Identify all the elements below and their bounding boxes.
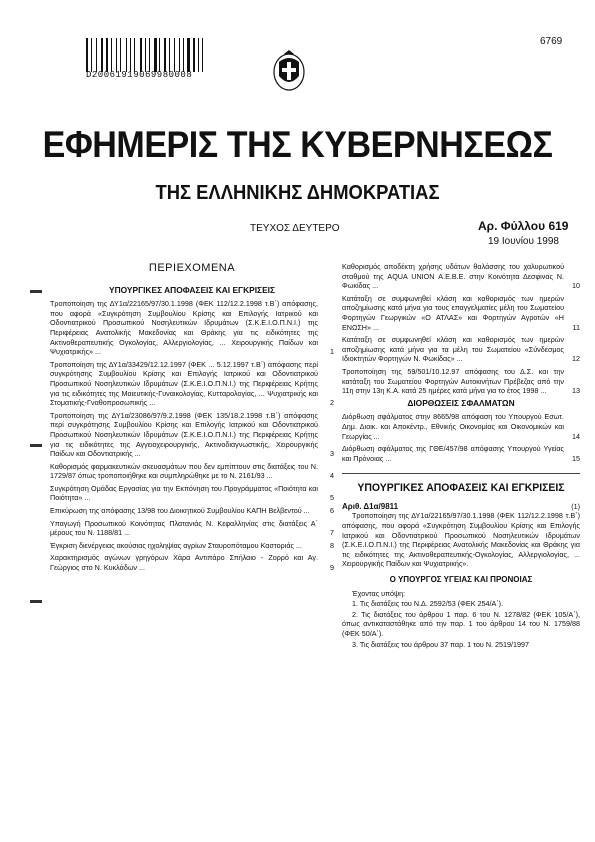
entry-page: 7 [330,528,334,538]
contents-section-heading: ΥΠΟΥΡΓΙΚΕΣ ΑΠΟΦΑΣΕΙΣ ΚΑΙ ΕΓΚΡΙΣΕΙΣ [108,284,276,295]
entry-page: 6 [330,506,334,516]
coat-of-arms-icon [271,48,307,92]
entry-page: 10 [572,281,580,291]
entry-text: Έγκριση διενέργειας ακούσιας ηχοληψίας αγρίων Σταυροπόταμου Καστοριάς ... [50,540,302,550]
contents-entry [50,299,334,357]
entry-text: Διόρθωση σφάλματος της ΓΘΕ/457/98 απόφασης Υπουργού Υγείας και Πρόνοιας ... [342,444,564,463]
margin-mark [30,600,42,603]
contents-entry [342,294,580,332]
contents-entry [342,262,580,291]
correction-entry [342,412,580,441]
contents-entry [50,541,334,551]
issue-label: ΤΕΥΧΟΣ ΔΕΥΤΕΡΟ [250,223,340,234]
consideration-paragraph: 2. Τις διατάξεις του άρθρου 1 παρ. 6 του Ν. 1278/82 (ΦΕΚ 105/Α΄), όπως αντικαταστάθηκε από την παρ. 1 του άρθρου 14 του Ν. 1759/88 (ΦΕΚ 50/Α΄). [342,609,580,638]
barcode-number: D20061919069980008 [86,70,193,80]
contents-heading: ΠΕΡΙΕΧΟΜΕΝΑ [148,262,236,274]
right-column [342,262,580,650]
contents-entry [50,360,334,408]
entry-text: Χαρακτηρισμός αγώνων γρηγόρων Χάρα Αντιπάρο Σπήλαιο - Ζορρό και Αγ. Γεώργιος στο Ν. Κυκλάδων ... [50,553,318,573]
considerations-label: Έχοντας υπόψη: [352,588,406,598]
body-section-heading: ΥΠΟΥΡΓΙΚΕΣ ΑΠΟΦΑΣΕΙΣ ΚΑΙ ΕΓΚΡΙΣΕΙΣ [357,482,565,495]
contents-list [50,299,334,572]
barcode [86,36,206,72]
entry-page: 1 [330,347,334,357]
gazette-subtitle: ΤΗΣ ΕΛΛΗΝΙΚΗΣ ΔΗΜΟΚΡΑΤΙΑΣ [155,182,440,204]
entry-text: Καθορισμός φαρμακευτικών σκευασμάτων που δεν εμπίπτουν στις διατάξεις του Ν. 1729/87 όπως τροποποιήθηκε και συμπληρώθηκε με το Ν. 2161/93 ... [50,461,318,481]
entry-text: Διόρθωση σφάλματος στην 8665/98 απόφαση του Υπουργού Εσωτ. Δημ. Διοικ. και Αποκέντρ., Εθνικής Οικονομίας και Οικονομικών και Γεωργίας ... [342,412,564,441]
entry-page: 2 [330,398,334,408]
contents-entry [342,335,580,364]
entry-text: Κατάταξη σε συμφωνηθεί κλάση και καθορισμός των ημερών αποζημίωσης κατά μήνα για τα μέλη του Σωματείου «Σύνδεσμος Ιδιοκτητών Φορτηγών Ν. Φωκίδας» ... [342,335,564,364]
entry-text: Τροποποίηση της ΔΥ1α/23086/97/9.2.1998 (ΦΕΚ 135/18.2.1998 τ.Β΄) απόφασης περί συγκρότησης Συμβουλίου Κρίσης και Επιλογής Ιατρικού και Οδοντιατρικού Προσωπικού Νοσηλευτικών Ιδρυμάτων (Σ.Κ.Ε.Ι.Ο.Π.Ν.Ι.) της Περιφέρειας Κρήτης για τις ειδικότητες της Αγγειοχειρουργικής, Ακτινοδιαγνωστικής, Χειρουργικής Παίδων και Οδοντιατρικής ... [50,410,318,459]
entry-page: 4 [330,471,334,481]
considerations-list [342,599,580,649]
contents-entry [342,367,580,396]
entry-text: Τροποποίηση της ΔΥ1α/22165/97/30.1.1998 (ΦΕΚ 112/12.2.1998 τ.Β΄) απόφασης, που αφορά «Συγκρότηση Συμβουλίου Κρίσης και Επιλογής Ιατρικού και Οδοντιατρικού Προσωπικού Νοσηλευτικών Ιδρυμάτων (Σ.Κ.Ε.Ι.Ο.Π.Ν.Ι.) της Περιφέρειας Ανατολικής Μακεδονίας και Θράκης για τις ειδικότητες της Ακτινοθεραπευτικής Ογκολογίας, Αλλεργιολογίας, ... Χειρουργικής Παίδων και Ψυχιατρικής» ... [50,299,318,357]
sheet-number: Αρ. Φύλλου 619 [478,219,569,233]
decision-title: Τροποποίηση της ΔΥ1α/22165/97/30.1.1998 (ΦΕΚ 112/12.2.1998 τ.Β΄) απόφασης, που αφορά «Συγκρότηση Συμβουλίου Κρίσης και Επιλογής Ιατρικού και Οδοντιατρικού Προσωπικού Νοσηλευτικών Ιδρυμάτων (Σ.Κ.Ε.Ι.Ο.Π.Ν.Ι.) της Περιφέρειας Ανατολικής Μακεδονίας και Θράκης για τις ειδικότητες της Ακτινοθεραπευτικής-Ογκολογίας, Αλλεργιολογίας, ... Χειρουργικής Παίδων και Ψυχιατρικής». [342,511,580,569]
contents-entry [50,411,334,459]
contents-entry [50,506,334,516]
contents-entry [50,484,334,503]
divider [342,473,580,474]
entry-text: Τροποποίηση της ΔΥ1α/33429/12.12.1997 (ΦΕΚ ... 5.12.1997 τ.Β΄) απόφασης περί συγκρότησης Συμβουλίου Κρίσης και Επιλογής Ιατρικού και Οδοντιατρικού Προσωπικού Νοσηλευτικών Ιδρυμάτων (Σ.Κ.Ε.Ι.Ο.Π.Ν.Ι.) της Περιφέρειας Κρήτης για τις ειδικότητες της Μαιευτικής-Γυναικολογίας, Κυτταρολογίας, ... Ψυχιατρικής και Στοματικής-Γναθοπροσωπικής ... [50,359,318,408]
consideration-paragraph: 3. Τις διατάξεις του άρθρου 37 παρ. 1 του Ν. 2519/1997 [352,639,529,649]
entry-page: 9 [330,563,334,573]
entry-page: 13 [572,386,580,396]
entry-page: 12 [572,354,580,364]
margin-mark [30,444,42,447]
minister-heading: Ο ΥΠΟΥΡΓΟΣ ΥΓΕΙΑΣ ΚΑΙ ΠΡΟΝΟΙΑΣ [389,575,533,585]
gazette-title: ΕΦΗΜΕΡΙΣ ΤΗΣ ΚΥΒΕΡΝΗΣΕΩΣ [42,124,553,165]
entry-page: 15 [572,453,580,463]
page-number: 6769 [540,36,563,47]
entry-page: 11 [572,322,580,332]
entry-text: Συγκρότηση Ομάδας Εργασίας για την Εκπόνηση του Προγράμματος «Ποιότητα και Ποιότητα» ... [50,483,318,503]
decision-number: Αριθ. Δ1α/9811 [342,501,399,511]
consideration-paragraph: 1. Τις διατάξεις του Ν.Δ. 2592/53 (ΦΕΚ 254/Α΄). [352,599,504,609]
entry-text: Κατάταξη σε συμφωνηθεί κλάση και καθορισμός των ημερών αποζημίωσης κατά μήνα για τους επαγγελματίες μέλη του Σωματείου Φορτηγών Γεωργικών «Ο ΑΤΛΑΣ» και Φορτηγών Αγροτών «Η ΕΝΩΣΗ» ... [342,293,564,332]
entry-text: Υπαγωγή Προσωπικού Κοινότητας Πλατανιάς Ν. Κεφαλληνίας στις διατάξεις Α΄ μέρους του Ν. 1188/81 ... [50,518,318,538]
correction-entry [342,444,580,463]
contents-entry [50,462,334,481]
contents-list-continued [342,262,580,396]
entry-text: Τροποποίηση της 59/501/10.12.97 απόφασης του Δ.Σ. και την κατάταξη του Σωματείου Φορτηγών Αυτοκινήτων Πρέβεζας από την 11η στην 13η Κ.Α. κατά 25 ημέρες κατά μήνα για το έτος 1998 ... [342,366,564,396]
entry-page: 3 [330,449,334,459]
contents-column [50,264,334,576]
entry-page: 8 [330,540,334,550]
issue-date: 19 Ιουνίου 1998 [488,236,559,247]
decision-index: (1) [571,501,580,511]
corrections-list [342,412,580,463]
entry-page: 5 [330,493,334,503]
corrections-heading: ΔΙΟΡΘΩΣΕΙΣ ΣΦΑΛΜΑΤΩΝ [407,397,515,408]
margin-mark [30,290,42,293]
contents-entry [50,553,334,572]
entry-text: Επικύρωση της απόφασης 13/98 του Διοικητικού Συμβουλίου ΚΑΠΗ Βελβεντού ... [50,506,310,516]
contents-entry [50,519,334,538]
entry-page: 14 [572,431,580,441]
entry-text: Καθορισμός αποδέκτη χρήσης υδάτων θαλάσσης του χαλυρωτικού σταθμού της AQUA UNION Α.Ε.Β.Ε. στην Κοινότητα Δεσφινας Ν. Φωκίδας ... [342,262,564,291]
